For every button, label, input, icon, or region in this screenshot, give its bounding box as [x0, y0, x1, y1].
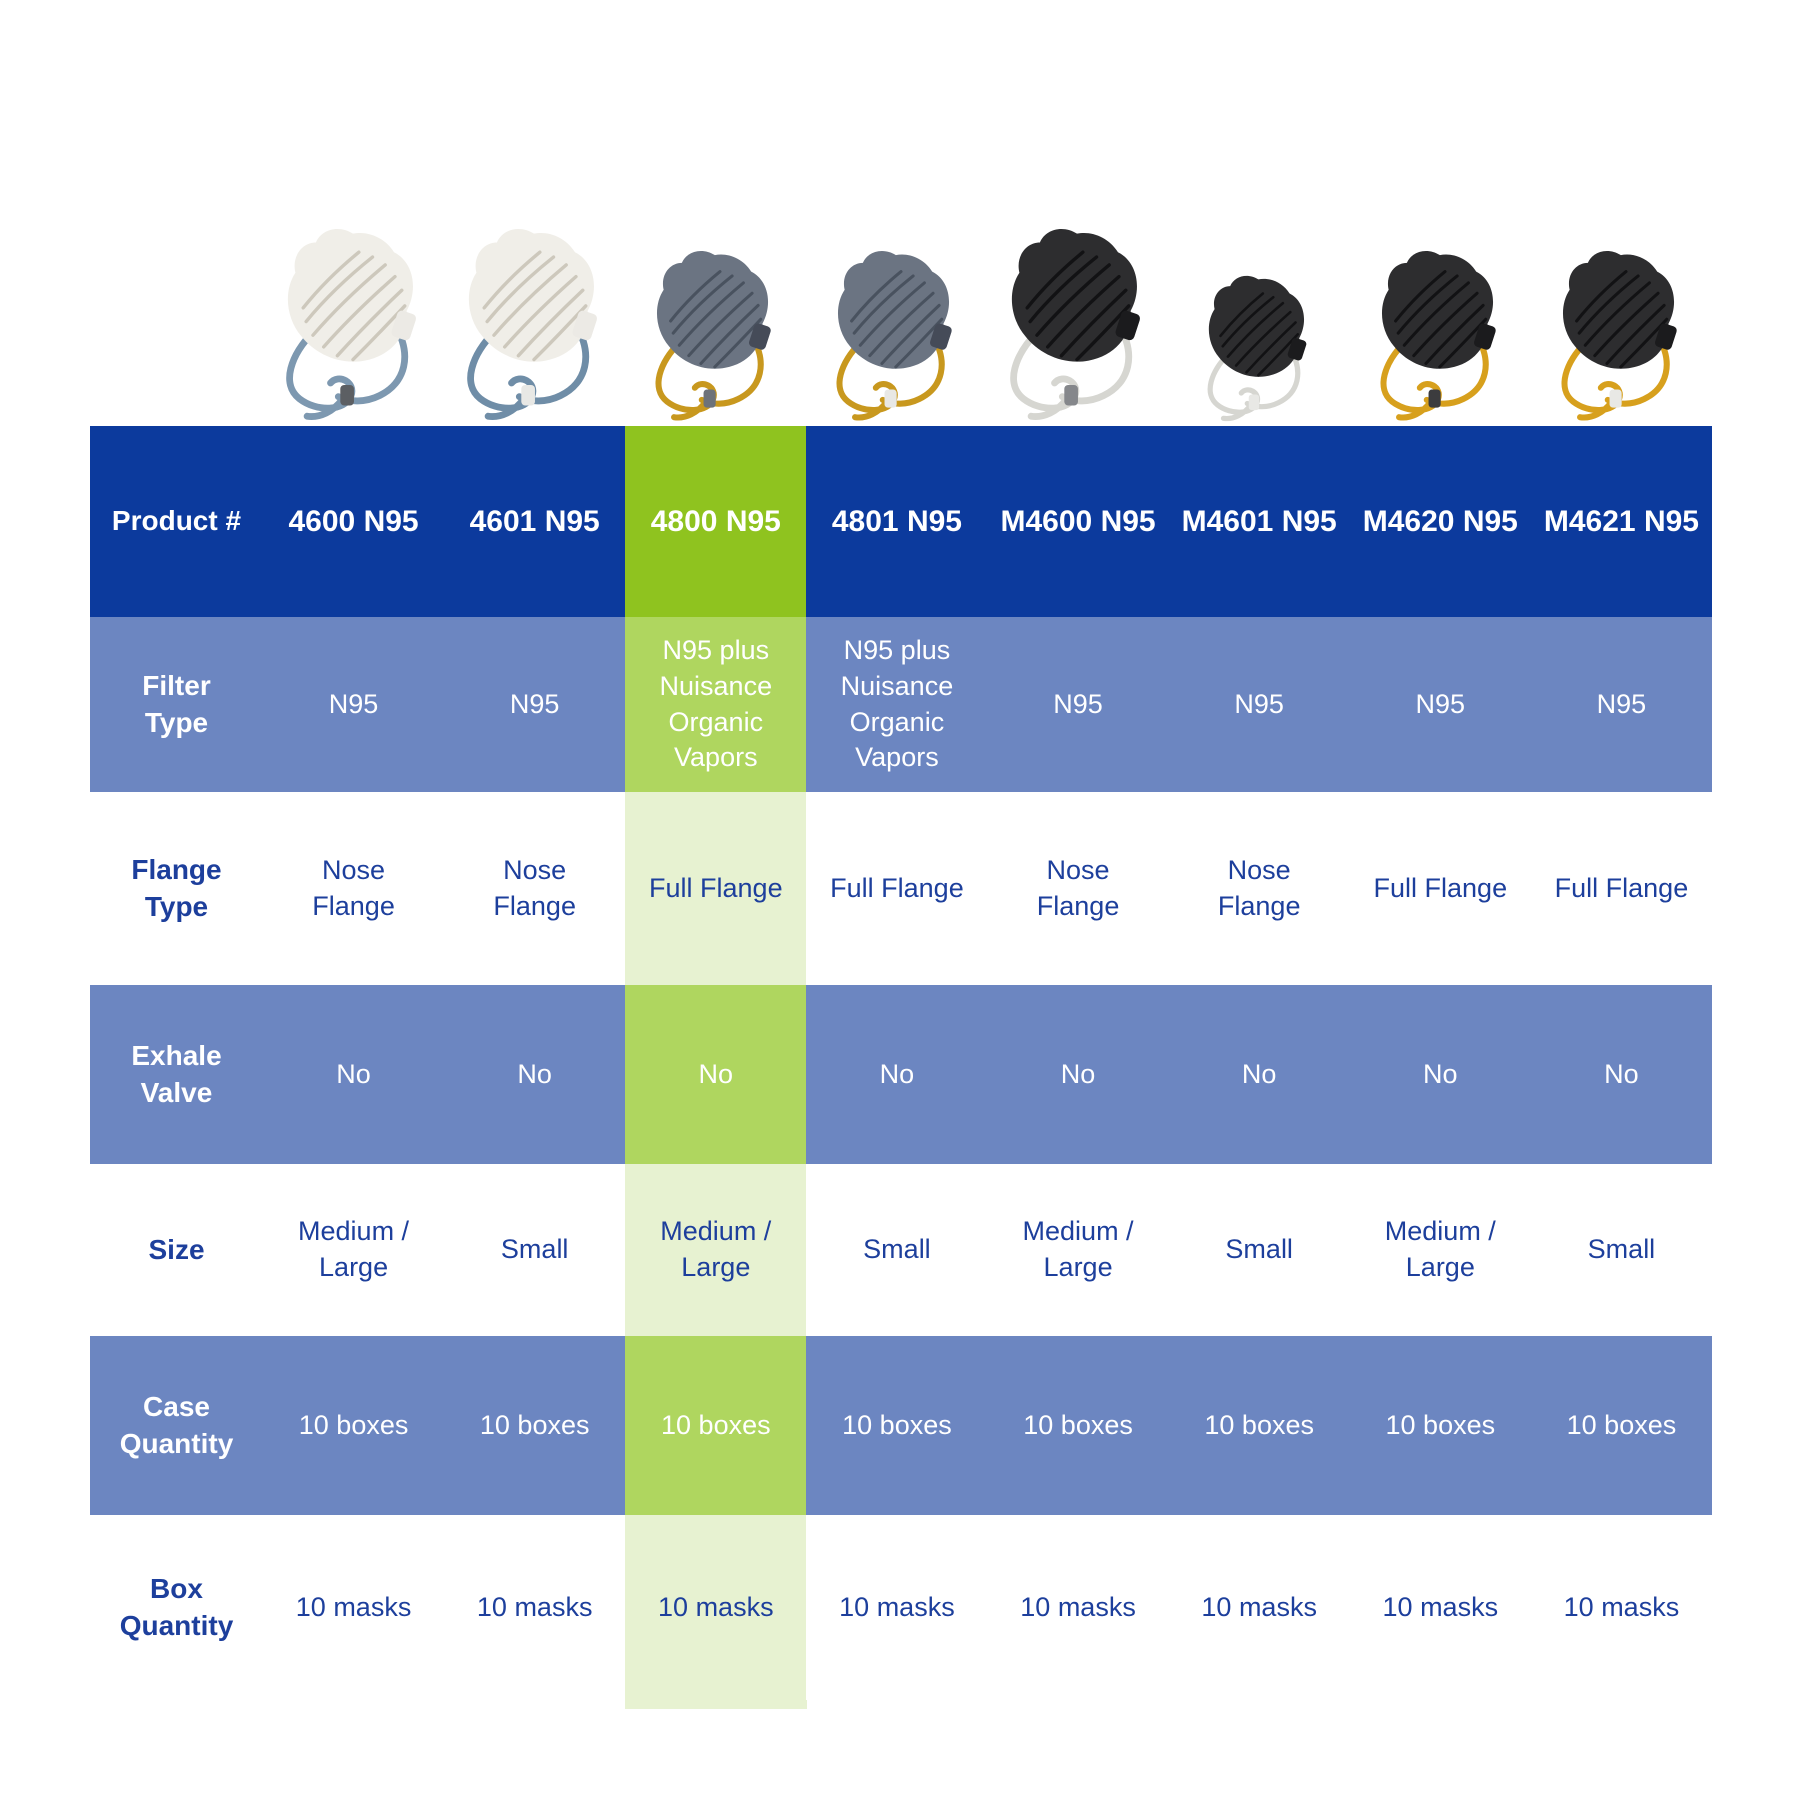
case-quantity-m4601: 10 boxes — [1169, 1336, 1350, 1515]
flange-type-4601: Nose Flange — [444, 792, 625, 985]
size-4601: Small — [444, 1164, 625, 1336]
header-cell-m4620-n95: M4620 N95 — [1350, 426, 1531, 617]
filter-type-m4620: N95 — [1350, 617, 1531, 792]
case-quantity-m4620: 10 boxes — [1350, 1336, 1531, 1515]
row-label-filter-type — [90, 617, 263, 792]
filter-type-4601: N95 — [444, 617, 625, 792]
product-image-slot-4600 — [263, 180, 444, 425]
flange-type-m4601: Nose Flange — [1169, 792, 1350, 985]
mask-strap-buckle — [1064, 385, 1078, 405]
mask-strap-buckle — [521, 385, 535, 405]
box-quantity-m4621: 10 masks — [1531, 1515, 1712, 1700]
product-image-slot-m4601 — [1169, 180, 1350, 425]
header-cell-4800-n95-highlighted: 4800 N95 — [625, 426, 806, 617]
size-4600: Medium / Large — [263, 1164, 444, 1336]
row-label-box-quantity-text: Box Quantity — [119, 1572, 234, 1641]
box-quantity-4601: 10 masks — [444, 1515, 625, 1700]
mask-strap-buckle — [1609, 389, 1621, 407]
row-label-flange-type — [90, 792, 263, 985]
mask-image-m4621-n95 — [1548, 243, 1695, 425]
filter-type-4800: N95 plus Nuisance Organic Vapors — [625, 617, 806, 792]
case-quantity-4800: 10 boxes — [625, 1336, 806, 1515]
exhale-valve-m4601: No — [1169, 985, 1350, 1164]
flange-type-4600: Nose Flange — [263, 792, 444, 985]
case-quantity-m4621: 10 boxes — [1531, 1336, 1712, 1515]
row-label-case-quantity-text: Case Quantity — [119, 1390, 234, 1459]
row-label-size-text: Size — [148, 1233, 205, 1265]
size-m4621: Small — [1531, 1164, 1712, 1336]
filter-type-m4601: N95 — [1169, 617, 1350, 792]
case-quantity-4600: 10 boxes — [263, 1336, 444, 1515]
mask-strap-buckle — [1249, 395, 1259, 411]
box-quantity-4800: 10 masks — [625, 1515, 806, 1700]
exhale-valve-4600: No — [263, 985, 444, 1164]
exhale-valve-4800: No — [625, 985, 806, 1164]
mask-image-4601-n95 — [452, 220, 618, 425]
corner-product-label: Product # — [90, 426, 263, 617]
flange-type-4801: Full Flange — [806, 792, 987, 985]
header-cell-4600-n95: 4600 N95 — [263, 426, 444, 617]
mask-strap-buckle — [704, 389, 716, 407]
size-m4620: Medium / Large — [1350, 1164, 1531, 1336]
mask-image-m4601-n95 — [1196, 269, 1322, 425]
filter-type-4801: N95 plus Nuisance Organic Vapors — [806, 617, 987, 792]
flange-type-4800: Full Flange — [625, 792, 806, 985]
product-images-row — [263, 180, 1712, 425]
size-m4601: Small — [1169, 1164, 1350, 1336]
row-label-exhale-valve — [90, 985, 263, 1164]
box-quantity-m4620: 10 masks — [1350, 1515, 1531, 1700]
mask-image-m4620-n95 — [1367, 243, 1514, 425]
case-quantity-m4600: 10 boxes — [988, 1336, 1169, 1515]
header-cell-4601-n95: 4601 N95 — [444, 426, 625, 617]
exhale-valve-4601: No — [444, 985, 625, 1164]
exhale-valve-m4621: No — [1531, 985, 1712, 1164]
filter-type-m4600: N95 — [988, 617, 1169, 792]
flange-type-m4621: Full Flange — [1531, 792, 1712, 985]
row-label-exhale-valve-text: Exhale Valve — [131, 1039, 222, 1108]
row-label-box-quantity — [90, 1515, 263, 1700]
filter-type-4600: N95 — [263, 617, 444, 792]
row-label-case-quantity — [90, 1336, 263, 1515]
header-cell-m4601-n95: M4601 N95 — [1169, 426, 1350, 617]
row-label-size — [90, 1164, 263, 1336]
product-image-slot-m4620 — [1350, 180, 1531, 425]
flange-type-m4600: Nose Flange — [988, 792, 1169, 985]
box-quantity-m4600: 10 masks — [988, 1515, 1169, 1700]
mask-strap-buckle — [885, 389, 897, 407]
exhale-valve-m4620: No — [1350, 985, 1531, 1164]
header-cell-m4600-n95: M4600 N95 — [988, 426, 1169, 617]
mask-image-4801-n95 — [823, 243, 970, 425]
highlight-column-tail — [625, 1700, 807, 1709]
product-image-slot-4601 — [444, 180, 625, 425]
header-cell-m4621-n95: M4621 N95 — [1531, 426, 1712, 617]
comparison-table — [90, 426, 1712, 1700]
product-image-slot-m4600 — [988, 180, 1169, 425]
size-m4600: Medium / Large — [988, 1164, 1169, 1336]
product-image-slot-4800 — [625, 180, 806, 425]
size-4801: Small — [806, 1164, 987, 1336]
mask-image-4600-n95 — [271, 220, 437, 425]
box-quantity-m4601: 10 masks — [1169, 1515, 1350, 1700]
exhale-valve-4801: No — [806, 985, 987, 1164]
product-image-slot-4801 — [806, 180, 987, 425]
filter-type-m4621: N95 — [1531, 617, 1712, 792]
box-quantity-4600: 10 masks — [263, 1515, 444, 1700]
mask-image-4800-n95 — [642, 243, 789, 425]
case-quantity-4601: 10 boxes — [444, 1336, 625, 1515]
mask-image-m4600-n95 — [995, 220, 1161, 425]
mask-strap-buckle — [340, 385, 354, 405]
row-label-filter-type-text: Filter Type — [142, 669, 211, 738]
mask-strap-buckle — [1428, 389, 1440, 407]
exhale-valve-m4600: No — [988, 985, 1169, 1164]
row-label-flange-type-text: Flange Type — [131, 853, 222, 922]
header-cell-4801-n95: 4801 N95 — [806, 426, 987, 617]
flange-type-m4620: Full Flange — [1350, 792, 1531, 985]
box-quantity-4801: 10 masks — [806, 1515, 987, 1700]
product-image-slot-m4621 — [1531, 180, 1712, 425]
case-quantity-4801: 10 boxes — [806, 1336, 987, 1515]
size-4800: Medium / Large — [625, 1164, 806, 1336]
